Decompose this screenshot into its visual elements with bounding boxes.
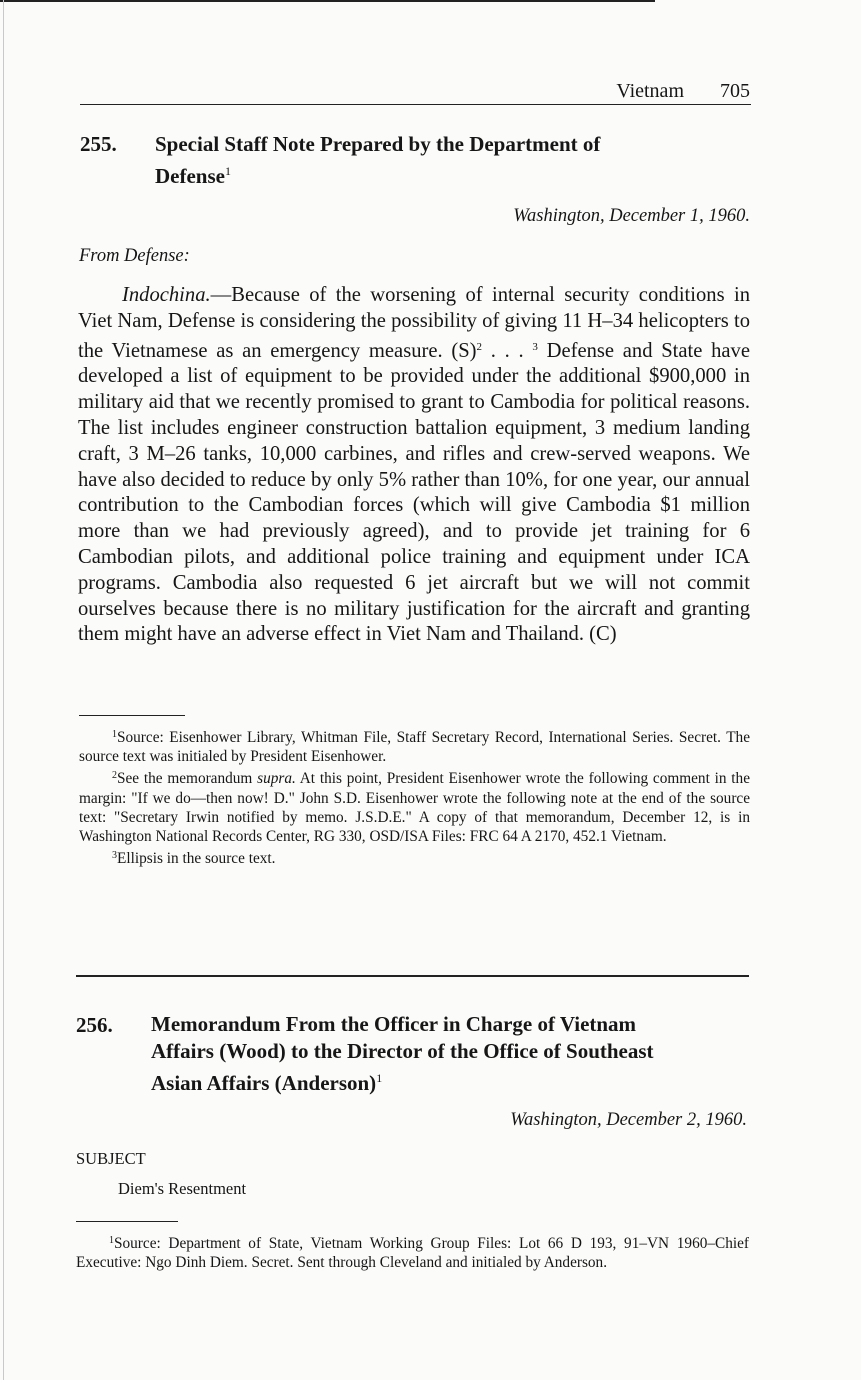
subject-label: SUBJECT — [76, 1149, 146, 1168]
doc-256-title-line-3: Asian Affairs (Anderson)$^1$ — [151, 1071, 383, 1095]
doc-255-title — [155, 131, 750, 190]
doc-256-title-line-2: Affairs (Wood) to the Director of the Office of Southeast — [151, 1039, 654, 1063]
subject-value: Diem's Resentment — [118, 1179, 247, 1198]
doc-256-number: 256. — [76, 1013, 113, 1037]
doc-255-title-line-2: Defense$^1$ — [155, 164, 231, 188]
section-divider — [76, 975, 749, 977]
doc-255-footnotes — [79, 725, 750, 868]
doc-255-title-line-1: Special Staff Note Prepared by the Department of — [155, 132, 601, 156]
doc-255-from-line: From Defense: — [79, 246, 190, 266]
doc-256-title — [151, 1011, 749, 1097]
doc-256-footnotes — [76, 1231, 749, 1272]
doc-256-title-line-1: Memorandum From the Officer in Charge of Vietnam — [151, 1012, 637, 1036]
doc-255-footnote-2: $^2$See the memorandum supra. At this point, President Eisenhower wrote the following comment in the margin: "If we do—then now! D." John S.D. Eisenhower wrote the following note at the end of the source text: "Secretary Irwin notified by memo. J.S.D.E." A copy of that memorandum, December 12, is in Washington National Records Center, RG 330, OSD/ISA Files: FRC 64 A 2170, 452.1 Vietnam. — [79, 770, 750, 846]
doc-255-body: Indochina.—Because of the worsening of internal security conditions in Viet Nam, Defense is considering the possibility of giving 11 H–34 helicopters to the Vietnamese as an emergency measure. $(S)^2$ . . . $^3$ Defense and State have developed a list of equipment to be provided under the additional $900,000 in military aid that we recently promised to grant to Cambodia for political reasons. The list includes engineer construction battalion equipment, 3 medium landing craft, 3 M–26 tanks, 10,000 carbines, and rifles and crew-served weapons. We have also decided to reduce by only 5% rather than 10%, for one year, our annual contribution to the Cambodian forces (which will give Cambodia $1 million more than we had previously agreed), and to provide jet training for 6 Cambodian pilots, and additional police training and equipment under ICA programs. Cambodia also requested 6 jet aircraft but we will not commit ourselves because there is no military justification for the aircraft and granting them might have an adverse effect in Viet Nam and Thailand. (C) — [78, 284, 750, 646]
doc-255-footnote-ref-2: 2 — [476, 340, 483, 353]
doc-255-footnote-1: $^1$Source: Eisenhower Library, Whitman File, Staff Secretary Record, International Series. Secret. The source text was initialed by President Eisenhower. — [79, 729, 750, 766]
doc-256-footnote-1: $^1$Source: Department of State, Vietnam Working Group Files: Lot 66 D 193, 91–VN 1960–Chief Executive: Ngo Dinh Diem. Secret. Sent through Cleveland and initialed by Anderson. — [76, 1235, 749, 1272]
running-header — [80, 80, 750, 102]
header-rule — [80, 104, 751, 105]
page-left-edge — [3, 0, 4, 1380]
doc-255-title-footnote-ref: 1 — [224, 164, 231, 178]
running-title: Vietnam — [616, 80, 684, 102]
doc-255-lead: Indochina. — [122, 284, 211, 306]
doc-255-footnote-rule — [79, 715, 185, 716]
doc-256-footnote-rule — [76, 1221, 178, 1222]
doc-255-footnote-3: $^3$Ellipsis in the source text. — [112, 850, 276, 868]
page-top-edge — [0, 0, 655, 2]
page-number: 705 — [720, 80, 750, 102]
doc-255-dateline: Washington, December 1, 1960. — [513, 206, 750, 226]
doc-255-number: 255. — [80, 132, 117, 156]
doc-256-dateline: Washington, December 2, 1960. — [510, 1110, 747, 1130]
doc-256-title-footnote-ref: 1 — [376, 1071, 383, 1085]
doc-255-footnote-ref-3: 3 — [532, 340, 538, 353]
